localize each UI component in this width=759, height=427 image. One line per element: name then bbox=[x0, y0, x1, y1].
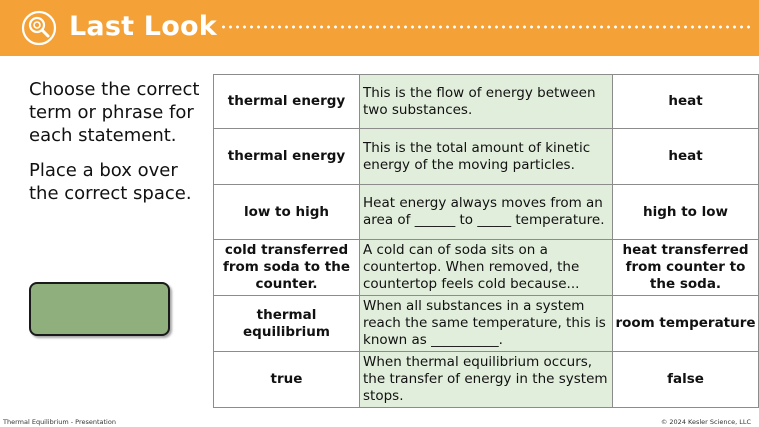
statement: This is the flow of energy between two substances. bbox=[360, 75, 613, 129]
footer-presentation-title: Thermal Equilibrium - Presentation bbox=[3, 418, 116, 426]
right-option[interactable]: false bbox=[613, 352, 759, 408]
statement: Heat energy always moves from an area of ______ to _____ temperature. bbox=[360, 185, 613, 240]
table-row bbox=[214, 129, 759, 185]
statement: When all substances in a system reach the same temperature, this is known as __________. bbox=[360, 296, 613, 352]
footer-copyright: © 2024 Kesler Science, LLC bbox=[660, 418, 751, 426]
left-option[interactable]: low to high bbox=[214, 185, 360, 240]
statement: When thermal equilibrium occurs, the transfer of energy in the system stops. bbox=[360, 352, 613, 408]
instruction-choose: Choose the correct term or phrase for each statement. bbox=[29, 79, 200, 146]
instructions bbox=[29, 78, 204, 217]
table-row bbox=[214, 240, 759, 296]
right-option[interactable]: heat bbox=[613, 75, 759, 129]
left-option[interactable]: thermal equilibrium bbox=[214, 296, 360, 352]
right-option[interactable]: heat transferred from counter to the soda. bbox=[613, 240, 759, 296]
right-option[interactable]: heat bbox=[613, 129, 759, 185]
left-option[interactable]: true bbox=[214, 352, 360, 408]
answer-table bbox=[213, 74, 759, 408]
answer-box[interactable] bbox=[29, 282, 170, 336]
left-option[interactable]: thermal energy bbox=[214, 75, 360, 129]
statement: This is the total amount of kinetic energy of the moving particles. bbox=[360, 129, 613, 185]
table-row bbox=[214, 352, 759, 408]
header-bar bbox=[0, 0, 759, 56]
statement: A cold can of soda sits on a countertop. When removed, the countertop feels cold because... bbox=[360, 240, 613, 296]
magnifier-icon bbox=[20, 9, 58, 47]
table-row bbox=[214, 296, 759, 352]
right-option[interactable]: room temperature bbox=[613, 296, 759, 352]
instruction-place: Place a box over the correct space. bbox=[29, 160, 192, 204]
right-option[interactable]: high to low bbox=[613, 185, 759, 240]
page-title: Last Look bbox=[69, 11, 217, 42]
dotted-divider bbox=[220, 25, 750, 29]
table-row bbox=[214, 75, 759, 129]
left-option[interactable]: thermal energy bbox=[214, 129, 360, 185]
left-option[interactable]: cold transferred from soda to the counter. bbox=[214, 240, 360, 296]
table-row bbox=[214, 185, 759, 240]
